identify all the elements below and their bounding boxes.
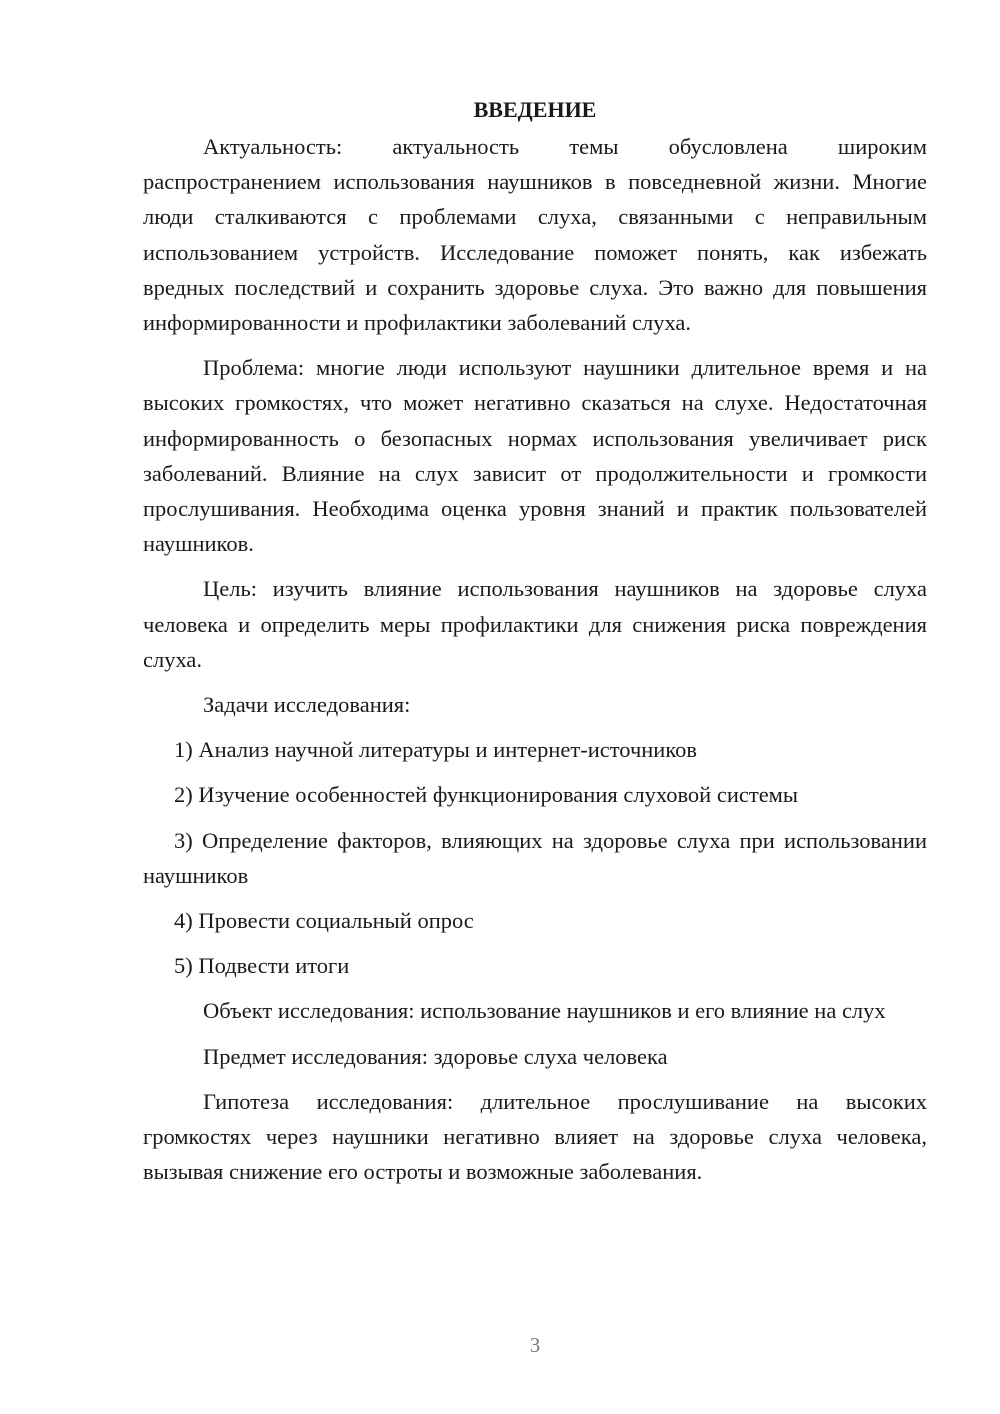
hypothesis-paragraph: Гипотеза исследования: длительное прослушивание на высоких громкостях через наушники негативно влияет на здоровье слуха человека, вызывая снижение его остроты и возможные заболевания. <box>143 1088 927 1185</box>
goal-paragraph: Цель: изучить влияние использования наушников на здоровье слуха человека и определить меры профилактики для снижения риска повреждения слуха. <box>143 576 927 672</box>
problem-paragraph: Проблема: многие люди используют наушники длительное время и на высоких громкостях, что может негативно сказаться на слухе. Недостаточная информированность о безопасных нормах использования увеличивает риск заболеваний. Влияние на слух зависит от продолжительности и громкости прослушивания. Необходима оценка уровня знаний и практик пользователей наушников. <box>143 355 927 557</box>
document-page <box>143 92 927 1199</box>
relevance-paragraph: Актуальность: актуальность темы обусловлена широким распространением использования наушников в повседневной жизни. Многие люди сталкиваются с проблемами слуха, связанными с неправильным использованием устройств. Исследование поможет понять, как избежать вредных последствий и сохранить здоровье слуха. Это важно для повышения информированности и профилактики заболеваний слуха. <box>143 134 927 336</box>
page-number: 3 <box>529 1333 541 1357</box>
task-item: 5) Подвести итоги <box>174 953 350 979</box>
task-item: 3) Определение факторов, влияющих на здоровье слуха при использовании наушников <box>143 827 927 888</box>
task-item: 4) Провести социальный опрос <box>174 908 474 934</box>
subject-paragraph: Предмет исследования: здоровье слуха человека <box>203 1043 668 1069</box>
tasks-heading: Задачи исследования: <box>203 692 411 718</box>
object-paragraph: Объект исследования: использование наушников и его влияние на слух <box>203 998 886 1024</box>
task-item: 2) Изучение особенностей функционирования слуховой системы <box>174 782 799 808</box>
task-item: 1) Анализ научной литературы и интернет-источников <box>174 737 698 763</box>
section-title: ВВЕДЕНИЕ <box>473 97 597 122</box>
